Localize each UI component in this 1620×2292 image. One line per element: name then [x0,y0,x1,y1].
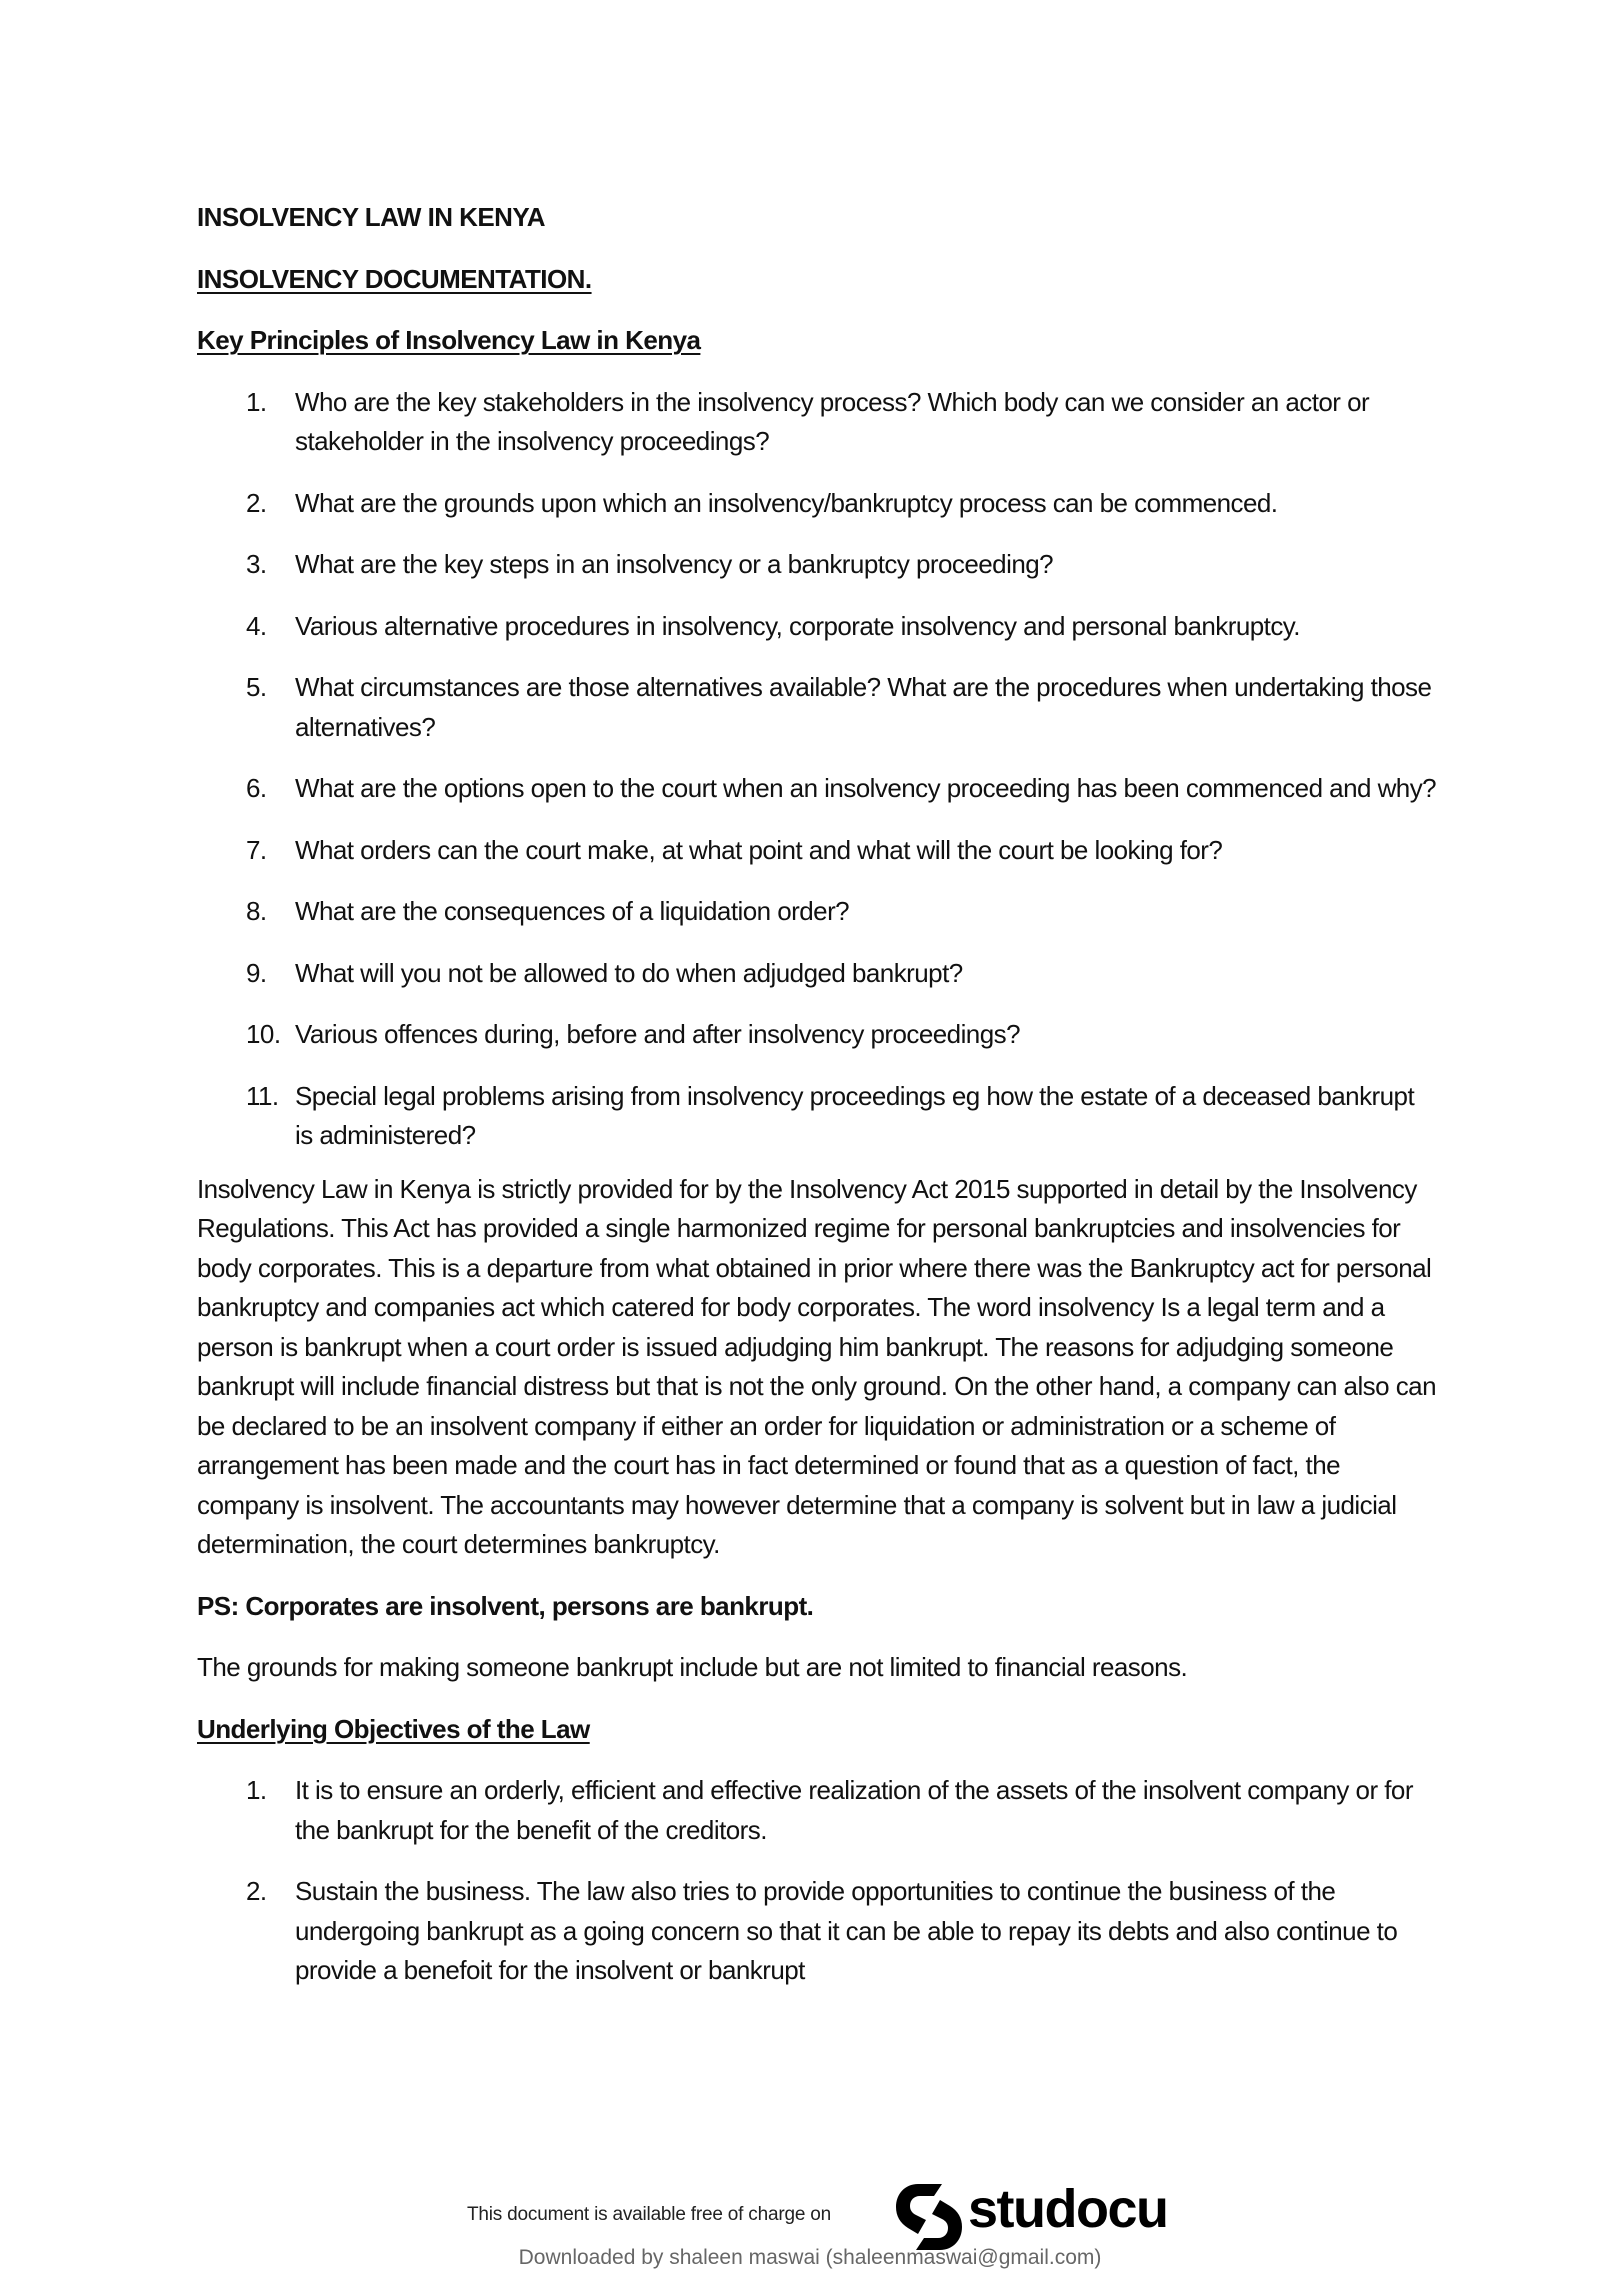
list-text: What are the options open to the court when an insolvency proceeding has been commenced and why? [295,773,1437,803]
studocu-logo-icon[interactable] [896,2182,962,2252]
list-item [197,383,1437,462]
downloaded-by-text: Downloaded by shaleen maswai (shaleenmaswai@gmail.com) [518,2246,1102,2269]
document-subtitle: INSOLVENCY DOCUMENTATION. [197,263,592,294]
list-item [197,668,1437,747]
list-text: Who are the key stakeholders in the insolvency process? Which body can we consider an actor or stakeholder in the insolvency proceedings? [295,386,1370,456]
list-item [197,484,1437,524]
list-item [197,1015,1437,1055]
list-number: 10. [246,1019,281,1049]
list-text: It is to ensure an orderly, efficient and effective realization of the assets of the insolvent company or for the bankrupt for the benefit of the creditors. [295,1775,1413,1845]
list-item [197,831,1437,871]
list-item [197,545,1437,585]
list-number: 1. [246,386,267,417]
list-number: 3. [246,549,267,579]
list-text: What circumstances are those alternatives available? What are the procedures when undertaking those alternatives? [295,672,1432,742]
list-number: 4. [246,610,267,641]
list-text: What are the key steps in an insolvency or a bankruptcy proceeding? [295,549,1054,579]
list-text: Sustain the business. The law also tries to provide opportunities to continue the business of the undergoing bankrupt as a going concern so that it can be able to repay its debts and also continue to provide a benefoit for the insolvent or bankrupt [295,1876,1398,1985]
list-item [197,954,1437,994]
objectives-list [197,1771,1437,1991]
document-title: INSOLVENCY LAW IN KENYA [197,202,546,232]
list-text: What are the consequences of a liquidation order? [295,896,850,926]
list-item [197,1771,1437,1850]
list-item [197,892,1437,932]
list-number: 2. [246,1876,267,1906]
principles-list [197,383,1437,1156]
section-heading-objectives: Underlying Objectives of the Law [197,1713,590,1744]
list-item [197,769,1437,809]
document-body [197,198,1437,2013]
list-item [197,1872,1437,1991]
list-item [197,1077,1437,1156]
list-text: What orders can the court make, at what point and what will the court be looking for? [295,834,1223,865]
grounds-paragraph: The grounds for making someone bankrupt include but are not limited to financial reasons. [197,1652,1188,1682]
list-number: 9. [246,957,267,988]
list-text: Various offences during, before and after insolvency proceedings? [295,1019,1020,1049]
list-number: 11. [246,1080,279,1111]
list-number: 8. [246,896,267,926]
section-heading-key-principles: Key Principles of Insolvency Law in Kenya [197,325,701,355]
list-item [197,607,1437,647]
footer [0,2170,1620,2292]
studocu-brand-link[interactable]: studocu [968,2179,1168,2239]
availability-text: This document is available free of charge on [467,2204,832,2225]
list-number: 7. [246,834,267,865]
list-text: Various alternative procedures in insolvency, corporate insolvency and personal bankruptcy. [295,610,1300,641]
ps-note: PS: Corporates are insolvent, persons are bankrupt. [197,1590,814,1621]
list-text: Special legal problems arising from insolvency proceedings eg how the estate of a deceased bankrupt is administered? [295,1080,1415,1150]
list-number: 1. [246,1775,267,1805]
list-number: 2. [246,487,267,518]
list-text: What will you not be allowed to do when adjudged bankrupt? [295,957,963,988]
list-number: 6. [246,773,267,803]
list-number: 5. [246,672,267,702]
list-text: What are the grounds upon which an insolvency/bankruptcy process can be commenced. [295,487,1278,518]
intro-paragraph: Insolvency Law in Kenya is strictly provided for by the Insolvency Act 2015 supported in detail by the Insolvency Regulations. This Act has provided a single harmonized regime for personal bankruptcies and insolvencies for body corporates. This is a departure from what obtained in prior where there was the Bankruptcy act for personal bankruptcy and companies act which catered for body corporates. The word insolvency Is a legal term and a person is bankrupt when a court order is issued adjudging him bankrupt. The reasons for adjudging someone bankrupt will include financial distress but that is not the only ground. On the other hand, a company can also can be declared to be an insolvent company if either an order for liquidation or administration or a scheme of arrangement has been made and the court has in fact determined or found that as a question of fact, the company is insolvent. The accountants may however determine that a company is solvent but in law a judicial determination, the court determines bankruptcy. [197,1173,1436,1559]
